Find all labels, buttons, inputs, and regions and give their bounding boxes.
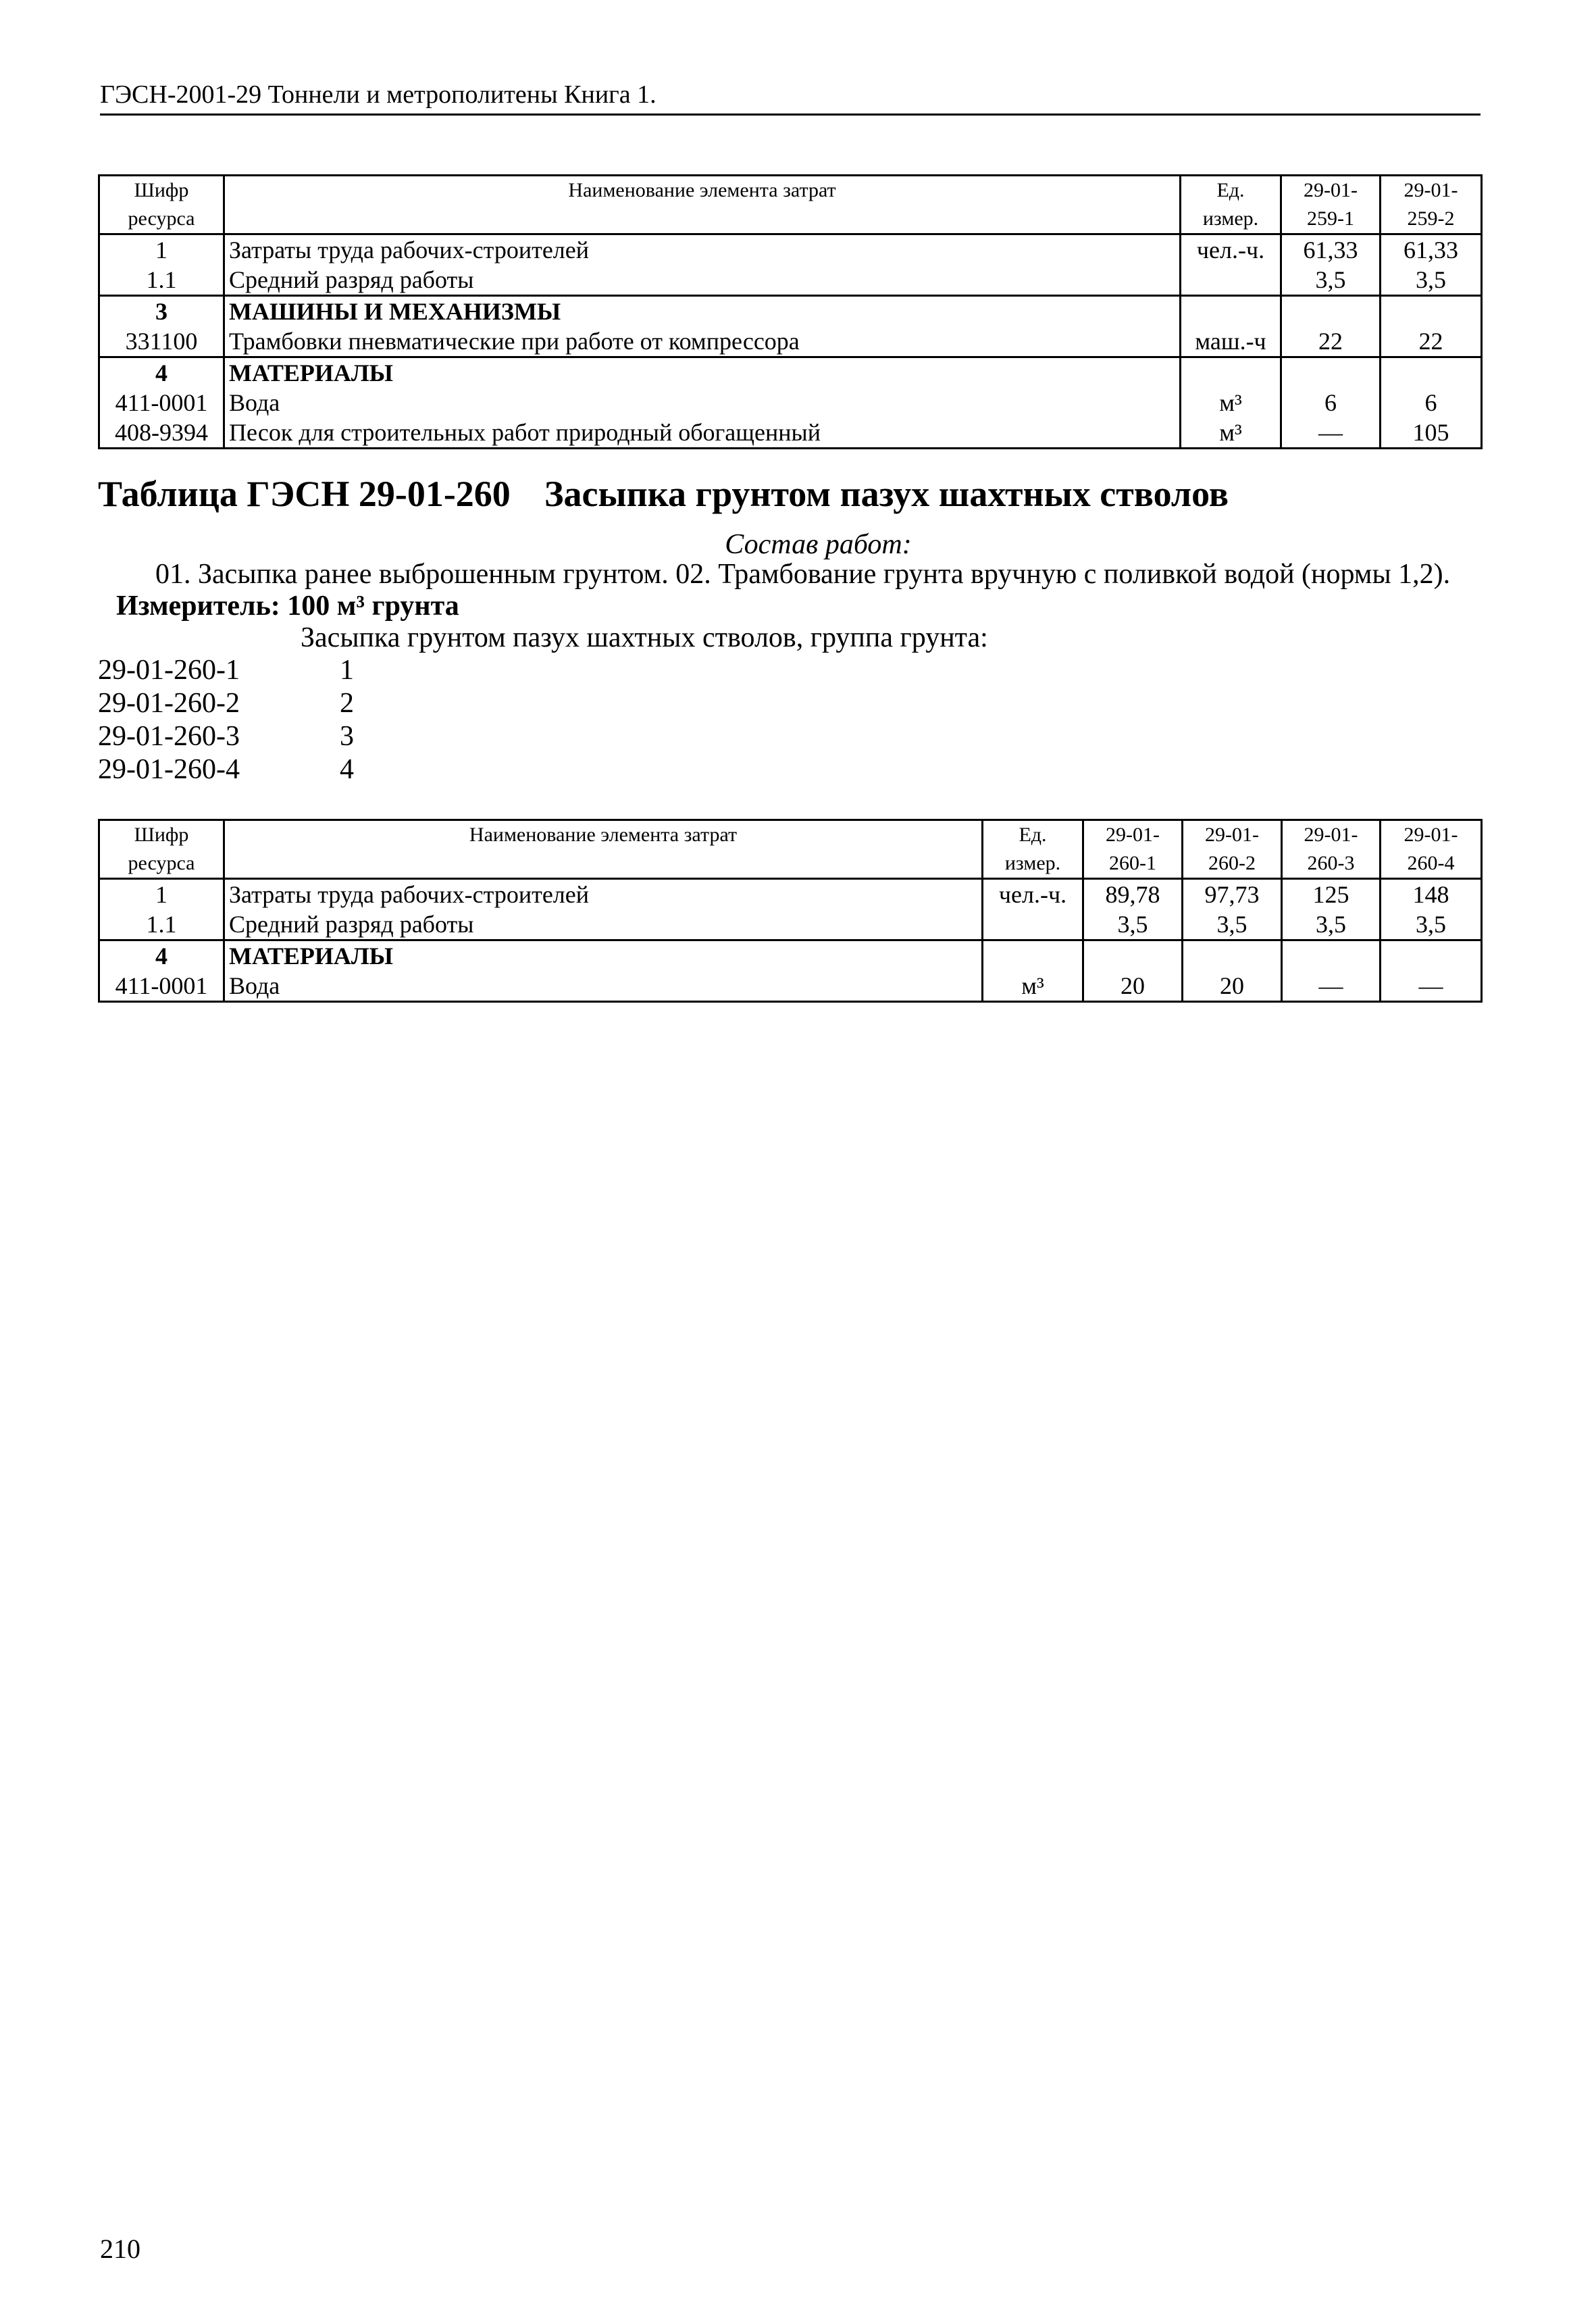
- composition-label: Состав работ:: [725, 529, 912, 560]
- resource-table-259: [98, 174, 1483, 449]
- table-row: 1 Затраты труда рабочих-строителей чел.-ч. 61,33 61,33: [99, 234, 1482, 266]
- header-rule: [100, 114, 1481, 116]
- table-name-heading: Засыпка грунтом пазух шахтных стволов: [544, 474, 1229, 514]
- running-header: ГЭСН-2001-29 Тоннели и метрополитены Книга 1.: [100, 80, 657, 109]
- table-row: 4 МАТЕРИАЛЫ: [99, 357, 1482, 388]
- table-row: 408-9394 Песок для строительных работ природный обогащенный м³ — 105: [99, 418, 1482, 449]
- col-header-code: Шифр ресурса: [99, 176, 224, 234]
- composition-text: 01. Засыпка ранее выброшенным грунтом. 02. Трамбование грунта вручную с поливкой водой (нормы 1,2).: [155, 559, 1451, 590]
- table-row: 331100 Трамбовки пневматические при работе от компрессора маш.-ч 22 22: [99, 326, 1482, 357]
- table-row: 3 МАШИНЫ И МЕХАНИЗМЫ: [99, 296, 1482, 327]
- col-header-259-2: 29-01- 259-2: [1381, 176, 1482, 234]
- resource-table-260: [98, 819, 1483, 1003]
- col-header-260-4: 29-01- 260-4: [1381, 820, 1482, 879]
- measure-unit: Измеритель: 100 м³ грунта: [116, 590, 459, 622]
- col-header-260-3: 29-01- 260-3: [1282, 820, 1381, 879]
- col-header-code: Шифр ресурса: [99, 820, 224, 879]
- table-id-heading: Таблица ГЭСН 29-01-260: [98, 474, 511, 514]
- table-row: 4 МАТЕРИАЛЫ: [99, 940, 1482, 972]
- col-header-260-2: 29-01- 260-2: [1183, 820, 1282, 879]
- col-header-name: Наименование элемента затрат: [224, 820, 983, 879]
- table-row: 1.1 Средний разряд работы 3,5 3,5 3,5 3,5: [99, 909, 1482, 940]
- table-row: 1.1 Средний разряд работы 3,5 3,5: [99, 265, 1482, 296]
- table-row: 411-0001 Вода м³ 6 6: [99, 388, 1482, 418]
- col-header-unit: Ед. измер.: [983, 820, 1083, 879]
- col-header-unit: Ед. измер.: [1181, 176, 1281, 234]
- table-row: 1 Затраты труда рабочих-строителей чел.-ч. 89,78 97,73 125 148: [99, 879, 1482, 910]
- page-number: 210: [100, 2234, 140, 2264]
- col-header-name: Наименование элемента затрат: [224, 176, 1181, 234]
- table-row: 411-0001 Вода м³ 20 20 — —: [99, 971, 1482, 1002]
- col-header-259-1: 29-01- 259-1: [1281, 176, 1381, 234]
- codes-caption: Засыпка грунтом пазух шахтных стволов, группа грунта:: [301, 622, 988, 653]
- col-header-260-1: 29-01- 260-1: [1083, 820, 1183, 879]
